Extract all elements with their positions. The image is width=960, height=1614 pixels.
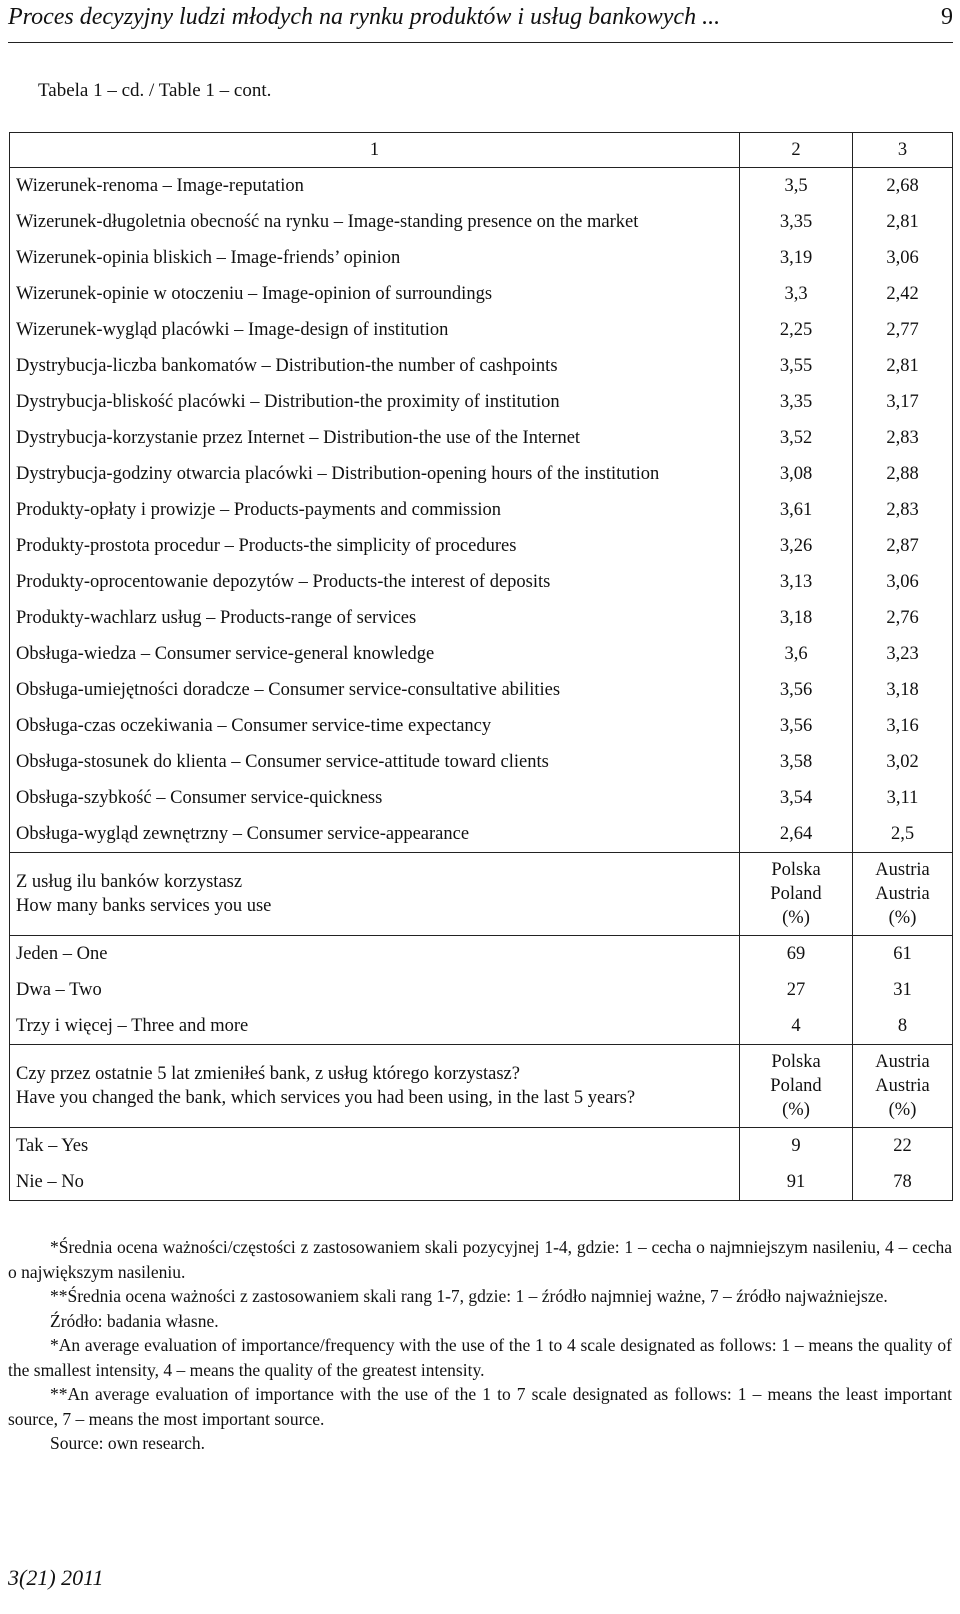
header-line: Austria: [875, 860, 930, 880]
value-austria: 3,23: [853, 636, 953, 672]
table-row: [10, 1008, 953, 1045]
header-austria: [853, 853, 953, 936]
value-poland: 3,08: [740, 456, 853, 492]
table-row: [10, 1128, 953, 1165]
value-austria: 3,06: [853, 564, 953, 600]
value-austria: 2,81: [853, 204, 953, 240]
table-row: [10, 564, 953, 600]
value-austria: 3,11: [853, 780, 953, 816]
question-pl: Czy przez ostatnie 5 lat zmieniłeś bank, z usług którego korzystasz?: [16, 1064, 520, 1084]
table-row: [10, 600, 953, 636]
value-poland: 9: [740, 1128, 853, 1165]
table-row: [10, 168, 953, 205]
value-poland: 3,54: [740, 780, 853, 816]
row-label: Wizerunek-wygląd placówki – Image-design of institution: [10, 312, 740, 348]
table-notes: [8, 1235, 952, 1456]
row-label: Dystrybucja-bliskość placówki – Distribution-the proximity of institution: [10, 384, 740, 420]
value-poland: 4: [740, 1008, 853, 1045]
row-label: Dwa – Two: [10, 972, 740, 1008]
header-austria: [853, 1045, 953, 1128]
column-header: 1: [10, 133, 740, 168]
header-poland: [740, 853, 853, 936]
table-row: [10, 1164, 953, 1201]
value-poland: 3,18: [740, 600, 853, 636]
page-number: 9: [941, 4, 953, 30]
value-austria: 2,68: [853, 168, 953, 205]
value-poland: 3,56: [740, 672, 853, 708]
value-poland: 69: [740, 936, 853, 973]
value-austria: 2,83: [853, 420, 953, 456]
note-paragraph: **An average evaluation of importance with the use of the 1 to 7 scale designated as follows: 1 – means the least important source, 7 – means the most important source.: [8, 1384, 952, 1429]
header-line: (%): [888, 1100, 917, 1120]
table-row: [10, 636, 953, 672]
note-paragraph: Źródło: badania własne.: [50, 1310, 219, 1331]
question-en: Have you changed the bank, which services you had been using, in the last 5 years?: [16, 1088, 636, 1108]
value-poland: 3,3: [740, 276, 853, 312]
header-line: Poland: [770, 1076, 822, 1096]
value-austria: 2,76: [853, 600, 953, 636]
note-paragraph: *Średnia ocena ważności/częstości z zastosowaniem skali pozycyjnej 1-4, gdzie: 1 – cecha o najmniejszym nasileniu, 4 – cecha o największym nasileniu.: [8, 1237, 952, 1282]
row-label: Dystrybucja-godziny otwarcia placówki – Distribution-opening hours of the institution: [10, 456, 740, 492]
value-austria: 2,77: [853, 312, 953, 348]
value-austria: 2,87: [853, 528, 953, 564]
header-line: Poland: [770, 884, 822, 904]
value-austria: 2,83: [853, 492, 953, 528]
table-row: [10, 972, 953, 1008]
header-line: Austria: [875, 1076, 930, 1096]
row-label: Obsługa-umiejętności doradcze – Consumer service-consultative abilities: [10, 672, 740, 708]
table-header-row: [10, 133, 953, 168]
table-row: [10, 312, 953, 348]
header-line: Polska: [771, 1052, 821, 1072]
value-austria: 31: [853, 972, 953, 1008]
value-austria: 3,18: [853, 672, 953, 708]
value-poland: 3,35: [740, 384, 853, 420]
value-poland: 3,61: [740, 492, 853, 528]
row-label: Obsługa-wiedza – Consumer service-general knowledge: [10, 636, 740, 672]
row-label: Obsługa-czas oczekiwania – Consumer service-time expectancy: [10, 708, 740, 744]
table-caption: Tabela 1 – cd. / Table 1 – cont.: [38, 80, 272, 101]
value-poland: 3,13: [740, 564, 853, 600]
value-poland: 3,6: [740, 636, 853, 672]
value-poland: 3,56: [740, 708, 853, 744]
value-austria: 3,06: [853, 240, 953, 276]
question-text: [10, 853, 740, 936]
value-austria: 2,5: [853, 816, 953, 853]
header-line: (%): [782, 1100, 810, 1120]
question-en: How many banks services you use: [16, 896, 272, 916]
value-poland: 3,26: [740, 528, 853, 564]
value-poland: 91: [740, 1164, 853, 1201]
table-row: [10, 348, 953, 384]
issue-footer: 3(21) 2011: [8, 1565, 104, 1590]
value-austria: 3,17: [853, 384, 953, 420]
table-row: [10, 936, 953, 973]
value-austria: 3,02: [853, 744, 953, 780]
value-poland: 2,64: [740, 816, 853, 853]
column-header: 3: [853, 133, 953, 168]
value-austria: 78: [853, 1164, 953, 1201]
header-line: (%): [782, 908, 810, 928]
value-poland: 3,35: [740, 204, 853, 240]
row-label: Wizerunek-opinie w otoczeniu – Image-opinion of surroundings: [10, 276, 740, 312]
row-label: Produkty-oprocentowanie depozytów – Products-the interest of deposits: [10, 564, 740, 600]
table-row: [10, 204, 953, 240]
value-poland: 3,58: [740, 744, 853, 780]
question-text: [10, 1045, 740, 1128]
row-label: Nie – No: [10, 1164, 740, 1201]
row-label: Dystrybucja-liczba bankomatów – Distribution-the number of cashpoints: [10, 348, 740, 384]
header-line: Austria: [875, 884, 930, 904]
question-header-row: [10, 1045, 953, 1128]
value-poland: 3,52: [740, 420, 853, 456]
table-row: [10, 240, 953, 276]
table-row: [10, 276, 953, 312]
note-paragraph: **Średnia ocena ważności z zastosowaniem skali rang 1-7, gdzie: 1 – źródło najmniej ważne, 7 – źródło najważniejsze.: [50, 1286, 888, 1306]
row-label: Jeden – One: [10, 936, 740, 973]
column-header: 2: [740, 133, 853, 168]
value-poland: 3,19: [740, 240, 853, 276]
header-poland: [740, 1045, 853, 1128]
table-row: [10, 528, 953, 564]
row-label: Tak – Yes: [10, 1128, 740, 1165]
row-label: Produkty-opłaty i prowizje – Products-payments and commission: [10, 492, 740, 528]
question-header-row: [10, 853, 953, 936]
value-poland: 2,25: [740, 312, 853, 348]
value-austria: 2,88: [853, 456, 953, 492]
running-header: [8, 0, 953, 43]
note-paragraph: Source: own research.: [50, 1433, 206, 1453]
row-label: Wizerunek-długoletnia obecność na rynku – Image-standing presence on the market: [10, 204, 740, 240]
note-paragraph: *An average evaluation of importance/frequency with the use of the 1 to 4 scale designated as follows: 1 – means the quality of the smallest intensity, 4 – means the quality of the greatest intensity.: [8, 1335, 952, 1380]
header-line: Austria: [875, 1052, 930, 1072]
value-poland: 3,55: [740, 348, 853, 384]
row-label: Obsługa-szybkość – Consumer service-quickness: [10, 780, 740, 816]
value-austria: 3,16: [853, 708, 953, 744]
row-label: Dystrybucja-korzystanie przez Internet – Distribution-the use of the Internet: [10, 420, 740, 456]
table-row: [10, 384, 953, 420]
value-poland: 27: [740, 972, 853, 1008]
value-poland: 3,5: [740, 168, 853, 205]
table-row: [10, 744, 953, 780]
data-table: [9, 132, 953, 1201]
question-pl: Z usług ilu banków korzystasz: [16, 872, 243, 892]
header-line: (%): [888, 908, 917, 928]
row-label: Wizerunek-opinia bliskich – Image-friends’ opinion: [10, 240, 740, 276]
row-label: Obsługa-wygląd zewnętrzny – Consumer service-appearance: [10, 816, 740, 853]
table-row: [10, 492, 953, 528]
value-austria: 61: [853, 936, 953, 973]
value-austria: 2,42: [853, 276, 953, 312]
row-label: Trzy i więcej – Three and more: [10, 1008, 740, 1045]
table-row: [10, 816, 953, 853]
row-label: Obsługa-stosunek do klienta – Consumer service-attitude toward clients: [10, 744, 740, 780]
table-row: [10, 672, 953, 708]
value-austria: 22: [853, 1128, 953, 1165]
row-label: Produkty-wachlarz usług – Products-range of services: [10, 600, 740, 636]
header-line: Polska: [771, 860, 821, 880]
value-austria: 2,81: [853, 348, 953, 384]
running-title: Proces decyzyjny ludzi młodych na rynku produktów i usług bankowych ...: [8, 4, 721, 30]
row-label: Produkty-prostota procedur – Products-the simplicity of procedures: [10, 528, 740, 564]
row-label: Wizerunek-renoma – Image-reputation: [10, 168, 740, 205]
table-row: [10, 708, 953, 744]
table-row: [10, 420, 953, 456]
value-austria: 8: [853, 1008, 953, 1045]
table-row: [10, 780, 953, 816]
table-row: [10, 456, 953, 492]
